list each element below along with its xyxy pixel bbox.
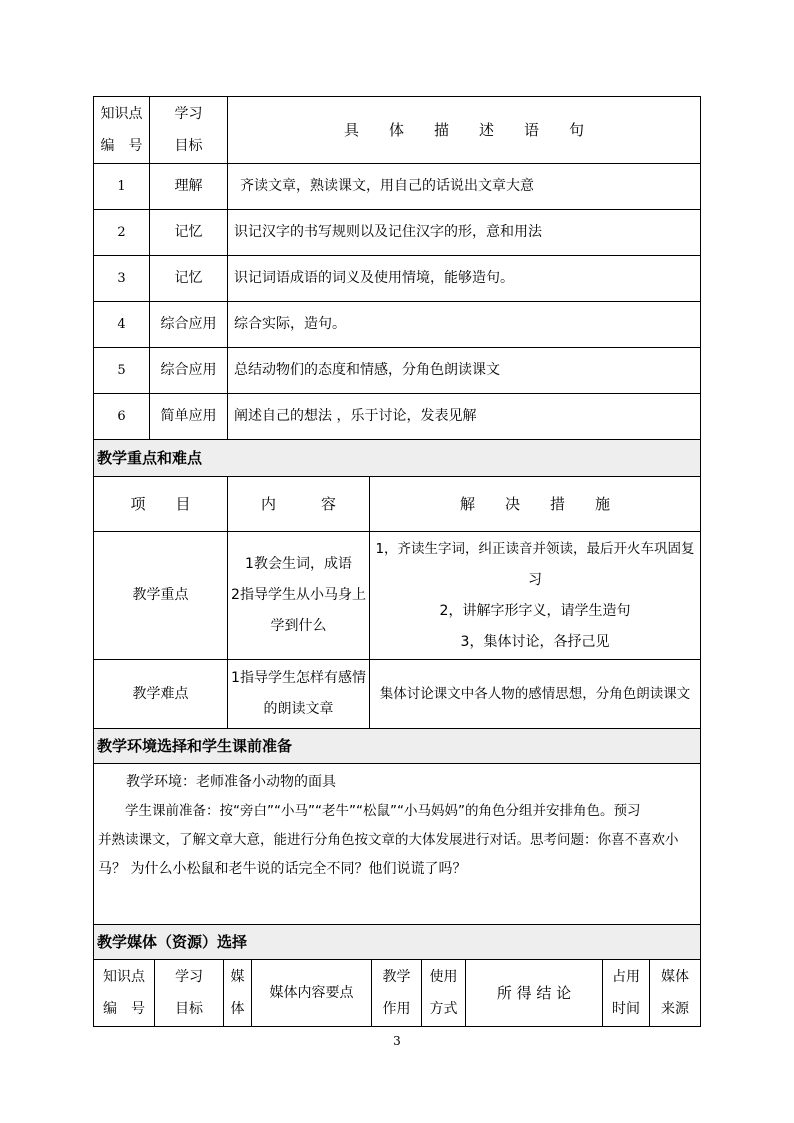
difficulty-label: 教学难点 [94,660,228,729]
section-header-row [94,925,701,960]
row-goal: 记忆 [150,210,228,256]
header-text: 方式 [429,1001,458,1017]
header-text: 知识点 [103,969,145,985]
header-text: 知识点 [100,106,143,122]
row-goal: 简单应用 [150,394,228,440]
header-text: 媒 [230,969,245,985]
header-content: 内 容 [228,477,370,532]
table-row [94,210,701,256]
row-number: 5 [94,348,150,394]
table-row [94,394,701,440]
difficulty-measures: 集体讨论课文中各人物的感情思想，分角色朗读课文 [370,660,701,729]
measure-line: 3，集体讨论，各抒己见 [460,633,610,650]
page-number: 3 [393,1034,401,1048]
row-goal: 综合应用 [150,302,228,348]
header-description: 具 体 描 述 语 句 [228,97,701,164]
row-description: 识记词语成语的词义及使用情境，能够造句。 [228,256,701,302]
row-description: 阐述自己的想法 ，乐于讨论，发表见解 [228,394,701,440]
environment-body-row [94,764,701,925]
row-goal: 记忆 [150,256,228,302]
objectives-table [93,96,701,440]
row-description: 齐读文章，熟读课文，用自己的话说出文章大意 [228,164,701,210]
media-col-content: 媒体内容要点 [252,960,372,1027]
table-row [94,164,701,210]
focus-table [93,439,701,729]
header-text: 来源 [661,1001,690,1017]
header-text: 占用 [612,969,640,985]
row-number: 1 [94,164,150,210]
header-text: 体 [230,1001,245,1017]
header-text: 作用 [382,1001,411,1017]
media-header-row [94,960,701,1027]
environment-table [93,728,701,925]
measure-line: 1，齐读生字词，纠正读音并领读，最后开火车巩固复 [375,540,695,557]
header-text: 学习 [175,969,203,985]
header-knowledge-no [94,97,150,164]
media-col-conclusion: 所 得 结 论 [466,960,603,1027]
row-description: 总结动物们的态度和情感，分角色朗读课文 [228,348,701,394]
content-line: 1指导学生怎样有感情 [231,670,366,686]
header-text: 学习 [174,106,203,122]
media-col-goal [155,960,224,1027]
media-col-role [372,960,422,1027]
preparation-line: 马？ 为什么小松鼠和老牛说的话完全不同？他们说谎了吗？ [98,861,467,877]
media-col-usage [422,960,466,1027]
row-description: 综合实际，造句。 [228,302,701,348]
section-title: 教学重点和难点 [94,440,701,477]
preparation-line: 并熟读课文，了解文章大意，能进行分角色按文章的大体发展进行对话。思考问题：你喜不喜欢小 [98,832,679,848]
row-number: 3 [94,256,150,302]
header-text: 媒体 [661,969,690,985]
row-description: 识记汉字的书写规则以及记住汉字的形，意和用法 [228,210,701,256]
header-text: 时间 [612,1001,640,1017]
row-goal: 理解 [150,164,228,210]
table-row [94,302,701,348]
header-text: 编 号 [103,1001,145,1017]
media-col-knowledge-no [94,960,155,1027]
header-measures: 解 决 措 施 [370,477,701,532]
table-row [94,348,701,394]
header-item: 项 目 [94,477,228,532]
header-text: 使用 [429,969,458,985]
header-text: 目标 [174,138,203,154]
measure-line: 习 [528,571,543,588]
header-text: 目标 [175,1001,203,1017]
content-line: 1教会生词，成语 [245,556,352,572]
media-col-time [603,960,650,1027]
header-text: 教学 [382,969,411,985]
focus-header-row [94,477,701,532]
row-number: 6 [94,394,150,440]
objectives-header-row [94,97,701,164]
media-col-source [650,960,701,1027]
row-goal: 综合应用 [150,348,228,394]
key-point-measures [370,532,701,660]
media-table [93,924,701,1027]
content-line: 的朗读文章 [263,701,334,717]
table-row [94,256,701,302]
header-text: 编 号 [100,138,143,154]
key-point-label: 教学重点 [94,532,228,660]
content-line: 2指导学生从小马身上 [231,587,366,603]
content-line: 学到什么 [270,618,327,634]
difficulty-content [228,660,370,729]
key-point-content [228,532,370,660]
section-title: 教学环境选择和学生课前准备 [94,729,701,764]
environment-line: 教学环境：老师准备小动物的面具 [126,774,336,790]
environment-body [94,764,701,925]
media-col-media [224,960,252,1027]
section-header-row [94,440,701,477]
difficulty-row [94,660,701,729]
section-title: 教学媒体（资源）选择 [94,925,701,960]
measure-line: 2，讲解字形字义，请学生造句 [439,602,631,619]
row-number: 2 [94,210,150,256]
preparation-line: 学生课前准备：按“旁白”“小马”“老牛”“松鼠”“小马妈妈”的角色分组并安排角色。预习 [125,803,641,819]
header-goal [150,97,228,164]
section-header-row [94,729,701,764]
key-point-row [94,532,701,660]
row-number: 4 [94,302,150,348]
